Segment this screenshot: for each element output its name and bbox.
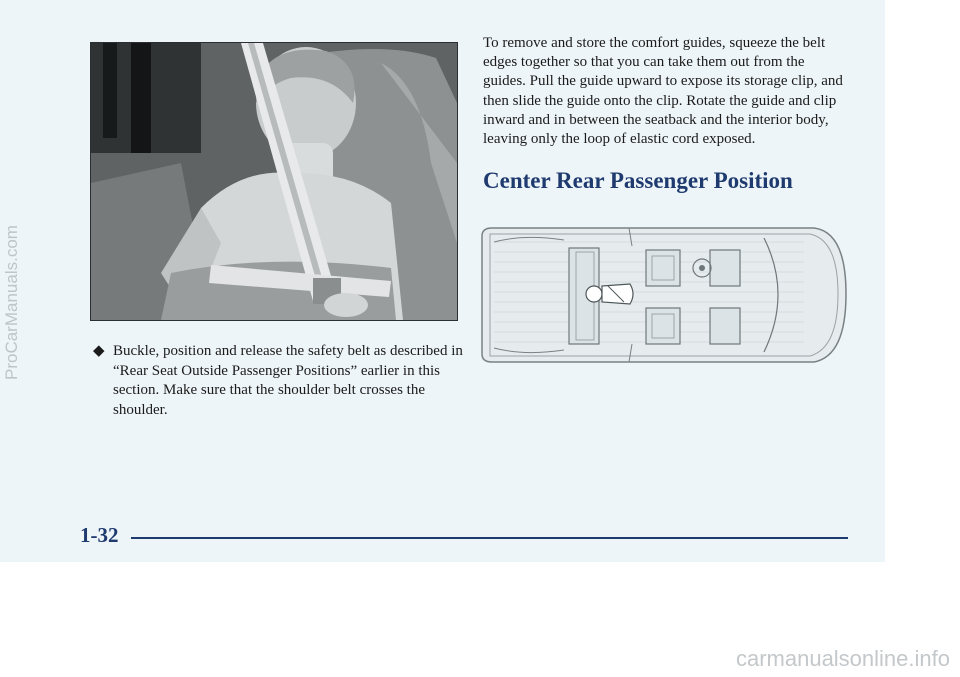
side-watermark: ProCarManuals.com	[2, 225, 21, 380]
bullet-diamond-icon: ◆	[93, 343, 105, 359]
comfort-guide-paragraph: To remove and store the comfort guides, squeeze the belt edges together so that you can take them out from the guides. Pull the guide upward to expose its storage clip, and then slide the guide onto the clip. Rotate the guide and clip inward and in between the seatback and the interior body, leaving only the loop of elastic cord exposed.	[483, 35, 843, 148]
footer-rule	[131, 537, 848, 539]
child-safety-belt-photo	[90, 42, 458, 321]
section-heading: Center Rear Passenger Position	[483, 168, 793, 193]
center-rear-seat-diagram	[474, 222, 849, 367]
buckle-instruction-text: Buckle, position and release the safety belt as described in “Rear Seat Outside Passenger Positions” earlier in this section. Make sure that the shoulder belt crosses the shoulder.	[113, 343, 463, 418]
bottom-watermark: carmanualsonline.info	[735, 646, 950, 671]
page-number: 1-32	[80, 523, 119, 547]
buckle-instruction	[93, 342, 463, 420]
